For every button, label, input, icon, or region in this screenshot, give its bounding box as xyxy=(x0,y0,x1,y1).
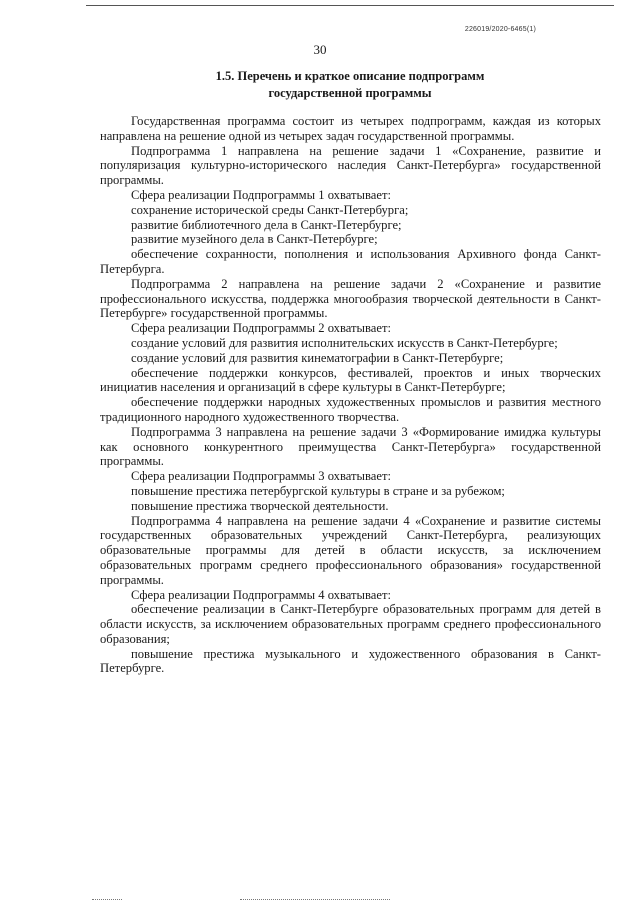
body-text xyxy=(100,114,601,676)
paragraph: сохранение исторической среды Санкт-Петербурга; xyxy=(131,202,409,217)
paragraph: повышение престижа творческой деятельности. xyxy=(131,498,389,513)
paragraph: создание условий для развития кинематографии в Санкт-Петербурге; xyxy=(131,350,504,365)
paragraph: повышение престижа петербургской культуры в стране и за рубежом; xyxy=(131,483,505,498)
paragraph: обеспечение реализации в Санкт-Петербурге образовательных программ для детей в области искусств, за исключением образовательных программ среднего профессионального образования; xyxy=(100,602,601,646)
paragraph: развитие музейного дела в Санкт-Петербурге; xyxy=(131,232,378,247)
section-heading-line-2: государственной программы xyxy=(268,86,432,100)
paragraph: обеспечение поддержки конкурсов, фестивалей, проектов и иных творческих инициатив населения и организаций в сфере культуры в Санкт-Петербурге; xyxy=(100,365,601,395)
paragraph: Сфера реализации Подпрограммы 2 охватывает: xyxy=(131,321,391,336)
paragraph: Сфера реализации Подпрограммы 4 охватывает: xyxy=(131,587,391,602)
page-number: 30 xyxy=(313,42,327,57)
bottom-scan-mark xyxy=(240,899,390,900)
document-id: 226019/2020-6465(1) xyxy=(464,26,536,33)
paragraph: Подпрограмма 3 направлена на решение задачи 3 «Формирование имиджа культуры как основного конкурентного преимущества Санкт-Петербурга» государственной программы. xyxy=(100,424,601,469)
paragraph: Подпрограмма 4 направлена на решение задачи 4 «Сохранение и развитие системы государственных образовательных учреждений Санкт-Петербурга, реализующих образовательные программы для детей в области искусств, за исключением образовательных программ среднего профессионального образования» государственной программы. xyxy=(100,513,601,587)
paragraph: развитие библиотечного дела в Санкт-Петербурге; xyxy=(131,217,402,232)
paragraph: Государственная программа состоит из четырех подпрограмм, каждая из которых направлена на решение одной из четырех задач государственной программы. xyxy=(100,114,601,143)
top-scan-rule xyxy=(86,5,614,6)
paragraph: обеспечение сохранности, пополнения и использования Архивного фонда Санкт-Петербурга. xyxy=(100,247,601,276)
paragraph: Подпрограмма 2 направлена на решение задачи 2 «Сохранение и развитие профессионального искусства, поддержка многообразия творческой деятельности в Санкт-Петербурге» государственной программы. xyxy=(100,276,601,321)
paragraph: Сфера реализации Подпрограммы 1 охватывает: xyxy=(131,187,391,202)
bottom-scan-mark xyxy=(92,899,122,900)
paragraph: создание условий для развития исполнительских искусств в Санкт-Петербурге; xyxy=(131,335,558,350)
paragraph: Сфера реализации Подпрограммы 3 охватывает: xyxy=(131,469,391,484)
section-heading-line-1: 1.5. Перечень и краткое описание подпрограмм xyxy=(215,69,485,83)
paragraph: обеспечение поддержки народных художественных промыслов и развития местного традиционного народного художественного творчества. xyxy=(100,395,601,424)
paragraph: Подпрограмма 1 направлена на решение задачи 1 «Сохранение, развитие и популяризация культурно-исторического наследия Санкт-Петербурга» государственной программы. xyxy=(100,143,601,188)
paragraph: повышение престижа музыкального и художественного образования в Санкт-Петербурге. xyxy=(100,646,601,676)
section-heading xyxy=(100,68,600,102)
